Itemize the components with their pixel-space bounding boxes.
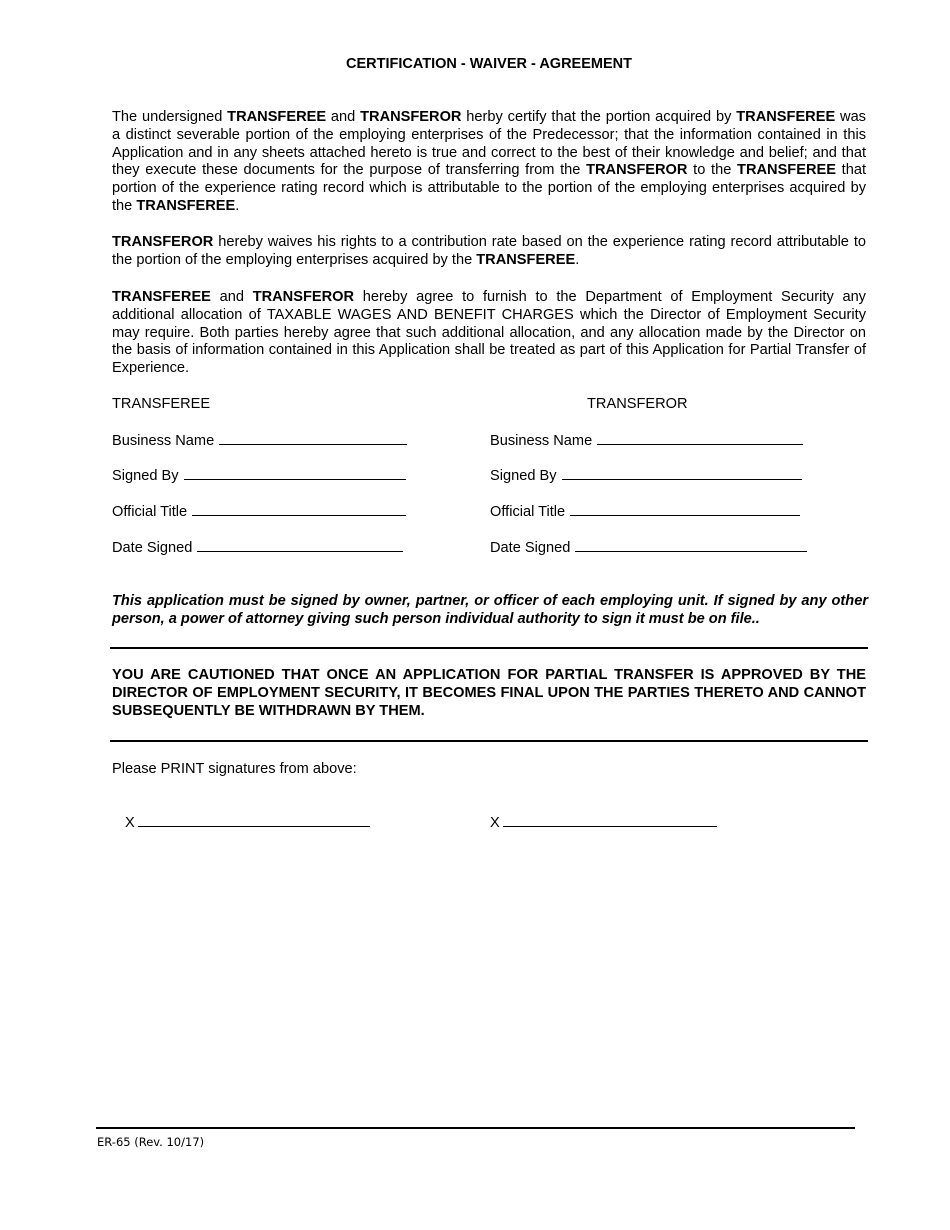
transferee-business-name-line[interactable] (219, 432, 407, 445)
transferor-signed-by-line[interactable] (562, 467, 802, 480)
transferee-heading: TRANSFEREE (112, 396, 211, 412)
waiver-paragraph: TRANSFEROR hereby waives his rights to a contribution rate based on the experience rating record attributable to the portion of the employing enterprises acquired by the TRANSFEREE. (112, 234, 866, 268)
transferee-official-title-label: Official Title (112, 504, 188, 520)
certification-paragraph: The undersigned TRANSFEREE and TRANSFEROR herby certify that the portion acquired by TRANSFEREE was a distinct severable portion of the employing enterprises of the Predecessor; that the information contained in this Application and in any sheets attached hereto is true and correct to the best of their knowledge and belief; and that they execute these documents for the purpose of transferring from the TRANSFEROR to the TRANSFEREE that portion of the experience rating record which is attributable to the portion of the employing enterprises acquired by the TRANSFEREE. (112, 109, 867, 214)
divider-top (110, 647, 868, 649)
caution-notice: YOU ARE CAUTIONED THAT ONCE AN APPLICATION FOR PARTIAL TRANSFER IS APPROVED BY THE DIRECTOR OF EMPLOYMENT SECURITY, IT BECOMES FINAL UPON THE PARTIES THERETO AND CANNOT SUBSEQUENTLY BE WITHDRAWN BY THEM. (112, 667, 866, 719)
transferor-business-name-label: Business Name (490, 433, 593, 449)
transferee-signed-by-label: Signed By (112, 468, 179, 484)
transferor-date-signed-field[interactable] (490, 539, 807, 556)
transferee-signed-by-field[interactable] (112, 467, 406, 484)
print-signature-left[interactable] (125, 814, 370, 831)
form-id: ER-65 (Rev. 10/17) (97, 1135, 205, 1149)
signature-notice: This application must be signed by owner, partner, or officer of each employing unit. If signed by any other person, a power of attorney giving such person individual authority to sign it must be on file.. (112, 593, 868, 627)
print-signatures-label: Please PRINT signatures from above: (112, 761, 357, 777)
transferor-date-signed-line[interactable] (575, 539, 807, 552)
transferor-signed-by-label: Signed By (490, 468, 557, 484)
print-signature-right-mark: X (490, 815, 500, 831)
transferee-business-name-label: Business Name (112, 433, 215, 449)
transferor-official-title-line[interactable] (570, 503, 800, 516)
transferee-official-title-line[interactable] (192, 503, 406, 516)
transferee-official-title-field[interactable] (112, 503, 406, 520)
transferee-business-name-field[interactable] (112, 432, 407, 449)
transferee-date-signed-label: Date Signed (112, 540, 193, 556)
transferor-business-name-line[interactable] (597, 432, 803, 445)
transferor-heading: TRANSFEROR (587, 396, 688, 412)
transferor-business-name-field[interactable] (490, 432, 803, 449)
transferor-official-title-label: Official Title (490, 504, 566, 520)
print-signature-right[interactable] (490, 814, 717, 831)
footer-divider (96, 1127, 855, 1129)
print-signature-right-line[interactable] (503, 814, 717, 827)
transferee-date-signed-line[interactable] (197, 539, 403, 552)
transferee-date-signed-field[interactable] (112, 539, 403, 556)
transferor-date-signed-label: Date Signed (490, 540, 571, 556)
print-signature-left-mark: X (125, 815, 135, 831)
agreement-paragraph: TRANSFEREE and TRANSFEROR hereby agree to furnish to the Department of Employment Security any additional allocation of TAXABLE WAGES AND BENEFIT CHARGES which the Director of Employment Security may require. Both parties hereby agree that such additional allocation, and any allocation made by the Director on the basis of information contained in this Application shall be treated as part of this Application for Partial Transfer of Experience. (112, 289, 866, 377)
transferor-official-title-field[interactable] (490, 503, 800, 520)
transferee-signed-by-line[interactable] (184, 467, 406, 480)
page-title: CERTIFICATION - WAIVER - AGREEMENT (346, 56, 632, 72)
print-signature-left-line[interactable] (138, 814, 370, 827)
divider-bottom (110, 740, 868, 742)
transferor-signed-by-field[interactable] (490, 467, 802, 484)
